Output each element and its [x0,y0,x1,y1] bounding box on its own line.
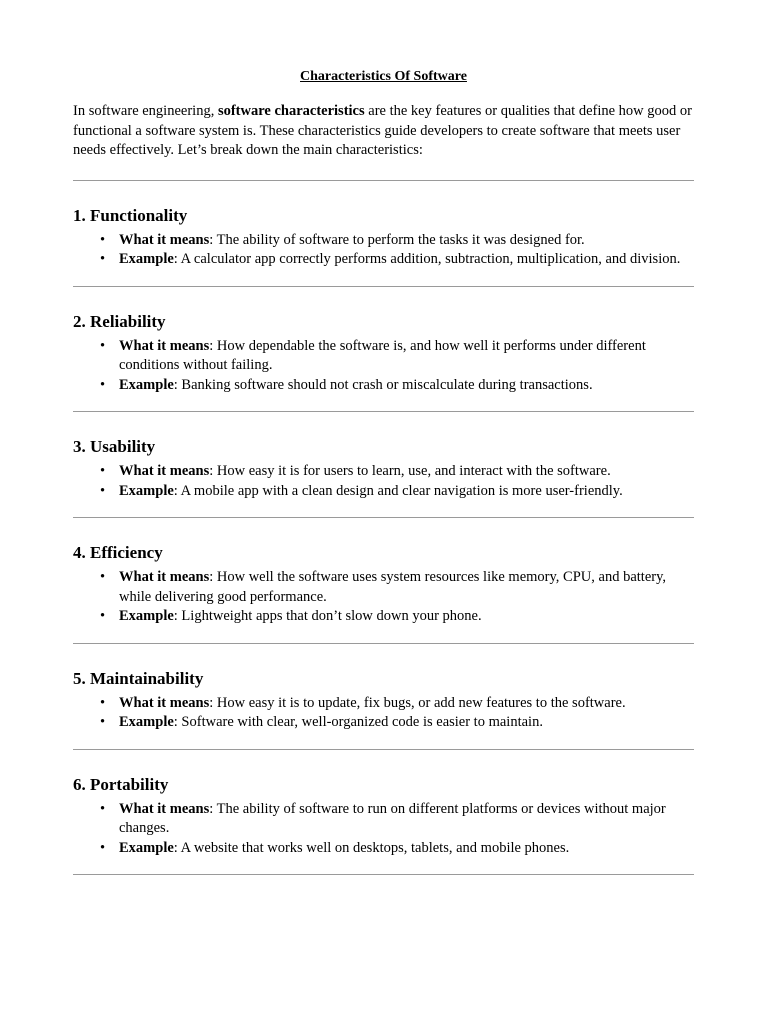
bullet-icon: • [100,463,106,479]
intro-text-end: are the key features or qualities that define how good or functional a software system is. These characteristics guide developers to create software that meets user needs effectively. Let’s break down the main characteristics: [73,103,692,158]
bullet-icon: • [100,376,106,393]
section-usability [73,412,694,501]
bullet-icon: • [100,482,106,499]
bullet-icon: • [100,694,106,711]
item-text: : Software with clear, well-organized code is easier to maintain. [173,714,543,730]
bullet-icon: • [100,839,106,856]
list-item [73,376,694,396]
item-text: : A website that works well on desktops, tablets, and mobile phones. [173,839,570,856]
bullet-list [73,337,694,396]
intro-text-start: In software engineering, [73,103,218,119]
section-heading: 6. Portability [73,774,169,794]
item-label: What it means [119,694,210,711]
section-maintainability [73,644,694,733]
bullet-icon: • [100,608,106,624]
list-item [73,607,694,627]
item-label: Example [119,839,174,856]
bullet-icon: • [100,251,106,267]
item-label: What it means [119,463,210,479]
item-label: Example [119,376,174,393]
page-title: Characteristics Of Software [300,69,467,84]
list-item [73,482,694,502]
bullet-list [73,694,694,733]
section-reliability [73,287,694,396]
list-item [73,462,694,482]
bullet-list [73,800,694,859]
bullet-icon: • [100,231,106,248]
item-text: : How easy it is for users to learn, use, and interact with the software. [209,463,611,479]
section-heading: 2. Reliability [73,311,166,331]
item-label: Example [119,714,174,730]
bullet-icon: • [100,714,106,730]
list-item [73,250,694,270]
bullet-icon: • [100,337,106,354]
list-item [73,694,694,714]
item-label: Example [119,482,174,499]
section-heading: 4. Efficiency [73,543,163,562]
section-functionality [73,181,694,270]
item-label: What it means [119,337,210,354]
item-label: What it means [119,231,210,248]
intro-bold-term: software characteristics [217,103,365,119]
list-item [73,231,694,251]
item-text: : How well the software uses system resources like memory, CPU, and battery, while delivering good performance. [119,569,667,605]
list-item [73,839,694,859]
section-portability [73,750,694,859]
item-text: : A calculator app correctly performs addition, subtraction, multiplication, and division. [173,251,681,267]
item-text: : Lightweight apps that don’t slow down your phone. [173,608,482,624]
list-item [73,337,694,376]
bullet-icon: • [100,569,106,585]
intro-paragraph [73,102,694,161]
list-item [73,800,694,839]
bullet-list [73,568,694,627]
section-heading: 1. Functionality [73,205,188,225]
bullet-list [73,462,694,501]
item-text: : Banking software should not crash or miscalculate during transactions. [173,376,593,393]
item-text: : How easy it is to update, fix bugs, or add new features to the software. [209,694,626,711]
section-divider [73,874,694,875]
item-text: : The ability of software to perform the tasks it was designed for. [209,231,585,248]
bullet-list [73,231,694,270]
item-label: What it means [119,569,210,585]
section-heading: 5. Maintainability [73,668,204,688]
list-item [73,713,694,733]
bullet-icon: • [100,800,106,817]
section-efficiency [73,518,694,627]
item-label: Example [119,251,174,267]
item-text: : How dependable the software is, and how well it performs under different conditions without failing. [119,337,646,373]
list-item [73,568,694,607]
item-text: : A mobile app with a clean design and clear navigation is more user-friendly. [173,482,623,499]
section-heading: 3. Usability [73,437,156,456]
item-label: What it means [119,800,210,817]
item-label: Example [119,608,174,624]
item-text: : The ability of software to run on different platforms or devices without major changes. [119,800,666,836]
